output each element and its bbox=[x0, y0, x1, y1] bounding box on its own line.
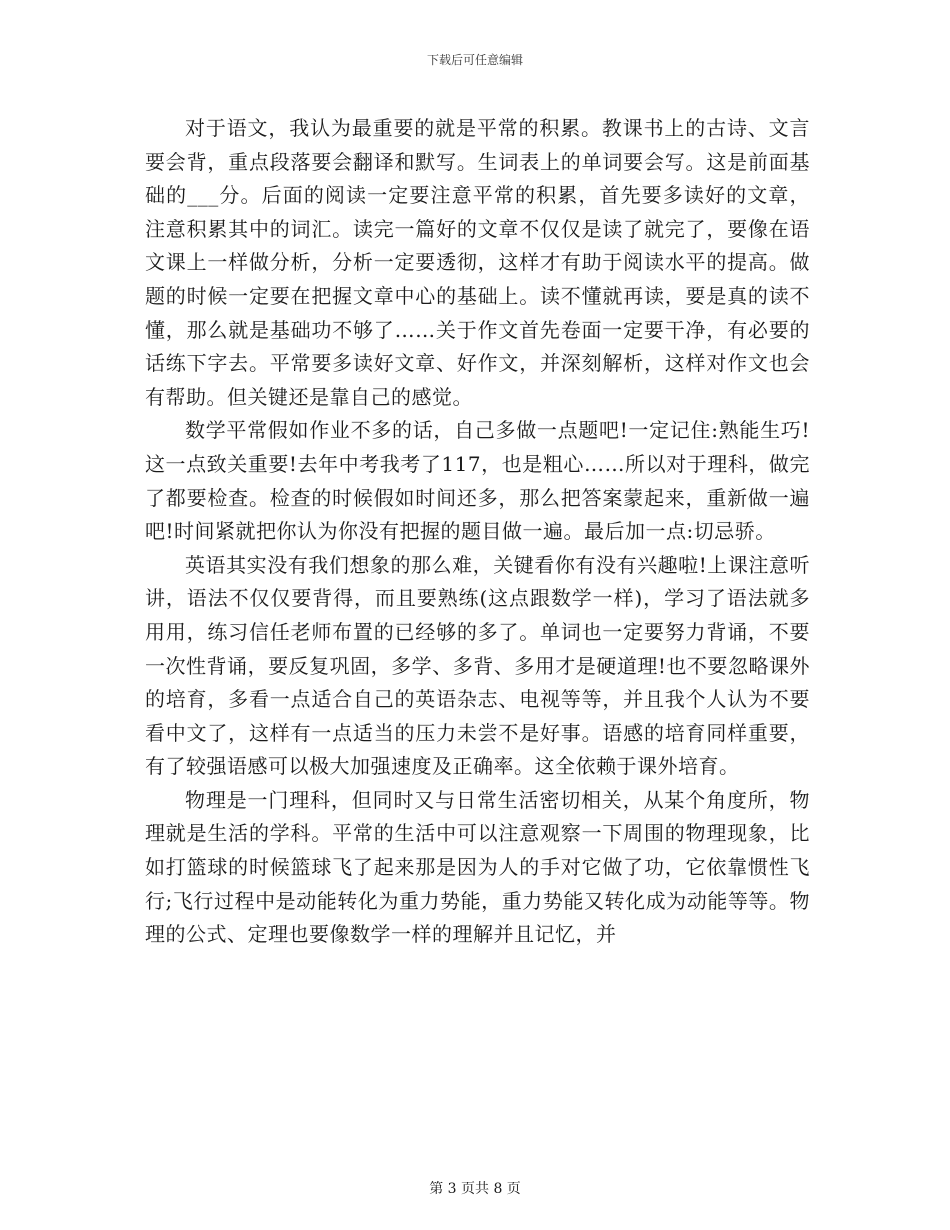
page-header: 下载后可任意编辑 bbox=[426, 53, 523, 67]
document-body bbox=[145, 112, 810, 952]
paragraph-physics: 物理是一门理科，但同时又与日常生活密切相关，从某个角度所，物理就是生活的学科。平常的生活中可以注意观察一下周围的物理现象，比如打篮球的时候篮球飞了起来那是因为人的手对它做了功，它依靠惯性飞行;飞行过程中是动能转化为重力势能，重力势能又转化成为动能等等。物理的公式、定理也要像数学一样的理解并且记忆，并 bbox=[145, 787, 810, 947]
page-number: 第 3 页共 8 页 bbox=[429, 1181, 521, 1197]
paragraph-english: 英语其实没有我们想象的那么难，关键看你有没有兴趣啦!上课注意听讲，语法不仅仅要背得，而且要熟练(这点跟数学一样)，学习了语法就多用用，练习信任老师布置的已经够的多了。单词也一定要努力背诵，不要一次性背诵，要反复巩固，多学、多背、多用才是硬道理!也不要忽略课外的培育，多看一点适合自己的英语杂志、电视等等，并且我个人认为不要看中文了，这样有一点适当的压力未尝不是好事。语感的培育同样重要，有了较强语感可以极大加强速度及正确率。这全依赖于课外培育。 bbox=[145, 552, 810, 779]
paragraph-math: 数学平常假如作业不多的话，自己多做一点题吧!一定记住:熟能生巧!这一点致关重要!去年中考我考了117，也是粗心……所以对于理科，做完了都要检查。检查的时候假如时间还多，那么把答案蒙起来，重新做一遍吧!时间紧就把你认为你没有把握的题目做一遍。最后加一点:切忌骄。 bbox=[145, 418, 810, 544]
paragraph-chinese: 对于语文，我认为最重要的就是平常的积累。教课书上的古诗、文言要会背，重点段落要会翻译和默写。生词表上的单词要会写。这是前面基础的___分。后面的阅读一定要注意平常的积累，首先要多读好的文章，注意积累其中的词汇。读完一篇好的文章不仅仅是读了就完了，要像在语文课上一样做分析，分析一定要透彻，这样才有助于阅读水平的提高。做题的时候一定要在把握文章中心的基础上。读不懂就再读，要是真的读不懂，那么就是基础功不够了……关于作文首先卷面一定要干净，有必要的话练下字去。平常要多读好文章、好作文，并深刻解析，这样对作文也会有帮助。但关键还是靠自己的感觉。 bbox=[145, 116, 810, 409]
